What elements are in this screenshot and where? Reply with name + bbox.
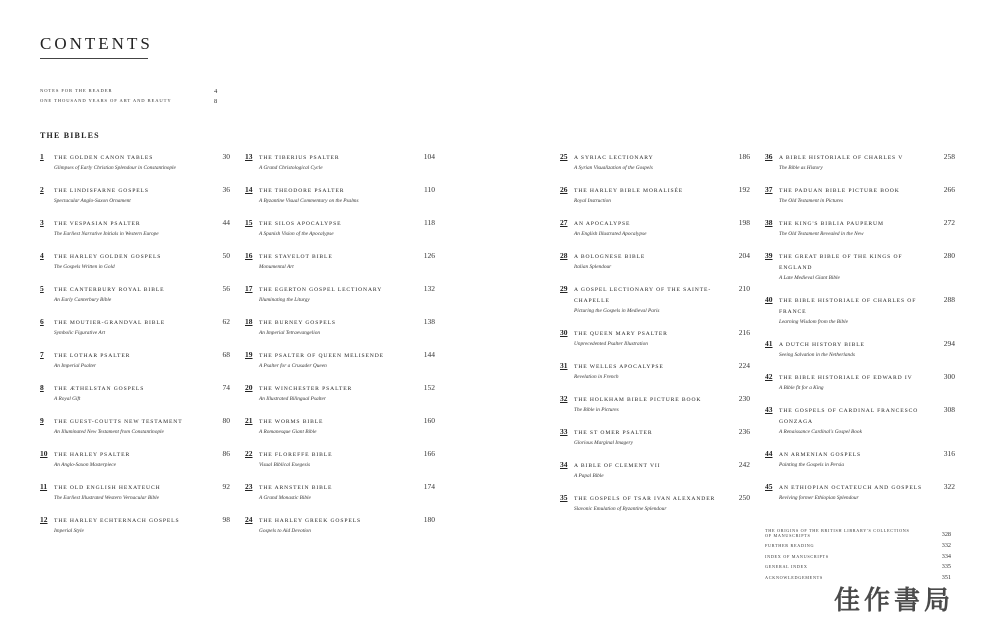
entry-page-number: 180: [423, 515, 435, 524]
toc-entry[interactable]: [560, 218, 750, 251]
toc-entry[interactable]: [560, 493, 750, 526]
entry-number: 33: [560, 427, 568, 436]
toc-entry[interactable]: [40, 251, 230, 284]
toc-entry[interactable]: [245, 350, 435, 383]
entry-subtitle: Illuminating the Liturgy: [259, 297, 310, 303]
toc-column-4: [765, 152, 955, 515]
entry-page-number: 294: [943, 339, 955, 348]
entry-title: A DUTCH HISTORY BIBLE: [779, 342, 865, 348]
entry-page-number: 224: [738, 361, 750, 370]
entry-title: THE TIBERIUS PSALTER: [259, 155, 340, 161]
entry-page-number: 280: [943, 251, 955, 260]
toc-entry[interactable]: [245, 317, 435, 350]
entry-number: 14: [245, 185, 253, 194]
toc-entry[interactable]: [245, 284, 435, 317]
back-matter-label: FURTHER READING: [765, 543, 815, 548]
back-matter-page: 332: [941, 542, 951, 549]
entry-title: THE FLOREFFE BIBLE: [259, 452, 333, 458]
entry-page-number: 174: [423, 482, 435, 491]
entry-number: 45: [765, 482, 773, 491]
entry-number: 7: [40, 350, 44, 359]
entry-title: THE PADUAN BIBLE PICTURE BOOK: [779, 188, 900, 194]
front-matter-page: 8: [214, 98, 218, 105]
entry-number: 38: [765, 218, 773, 227]
toc-entry[interactable]: [40, 416, 230, 449]
entry-number: 19: [245, 350, 253, 359]
entry-page-number: 80: [222, 416, 230, 425]
entry-title: THE SILOS APOCALYPSE: [259, 221, 342, 227]
entry-page-number: 272: [943, 218, 955, 227]
entry-subtitle: Italian Splendour: [574, 264, 612, 270]
toc-entry[interactable]: [560, 460, 750, 493]
entry-page-number: 198: [738, 218, 750, 227]
entry-title: THE MOUTIER-GRANDVAL BIBLE: [54, 320, 166, 326]
entry-title: AN ARMENIAN GOSPELS: [779, 452, 862, 458]
entry-subtitle: The Earliest Illustrated Western Vernacular Bible: [54, 495, 159, 501]
toc-entry[interactable]: [245, 515, 435, 548]
entry-page-number: 166: [423, 449, 435, 458]
entry-subtitle: An English Illustrated Apocalypse: [574, 231, 647, 237]
entry-subtitle: Royal Instruction: [574, 198, 611, 204]
entry-title: A SYRIAC LECTIONARY: [574, 155, 654, 161]
entry-subtitle: Imperial Style: [54, 528, 84, 534]
toc-entry[interactable]: [40, 284, 230, 317]
entry-subtitle: A Byzantine Visual Commentary on the Psalms: [259, 198, 359, 204]
toc-entry[interactable]: [765, 218, 955, 251]
toc-entry[interactable]: [560, 185, 750, 218]
entry-number: 34: [560, 460, 568, 469]
entry-number: 10: [40, 449, 48, 458]
entry-subtitle: A Grand Christological Cycle: [259, 165, 323, 171]
toc-entry[interactable]: [560, 361, 750, 394]
entry-title: THE OLD ENGLISH HEXATEUCH: [54, 485, 161, 491]
entry-subtitle: A Bible fit for a King: [779, 385, 824, 391]
entry-title: THE HARLEY BIBLE MORALISÉE: [574, 188, 684, 194]
back-matter-page: 335: [941, 563, 951, 570]
toc-entry[interactable]: [40, 482, 230, 515]
entry-title: THE PSALTER OF QUEEN MELISENDE: [259, 353, 384, 359]
entry-subtitle: The Bible as History: [779, 165, 823, 171]
toc-entry[interactable]: [560, 394, 750, 427]
entry-number: 25: [560, 152, 568, 161]
back-matter-item[interactable]: [765, 554, 951, 565]
entry-number: 12: [40, 515, 48, 524]
page-title: CONTENTS: [40, 34, 153, 53]
entry-page-number: 86: [222, 449, 230, 458]
entry-page-number: 92: [222, 482, 230, 491]
toc-entry[interactable]: [560, 284, 750, 328]
entry-subtitle: An Illuminated New Testament from Constantinople: [54, 429, 164, 435]
entry-number: 5: [40, 284, 44, 293]
entry-title: THE KING'S BIBLIA PAUPERUM: [779, 221, 884, 227]
back-matter-page: 328: [941, 531, 951, 538]
entry-number: 3: [40, 218, 44, 227]
entry-number: 18: [245, 317, 253, 326]
entry-subtitle: The Gospels Written in Gold: [54, 264, 115, 270]
entry-page-number: 288: [943, 295, 955, 304]
entry-subtitle: Visual Biblical Exegesis: [259, 462, 311, 468]
entry-title: THE GUEST-COUTTS NEW TESTAMENT: [54, 419, 183, 425]
entry-subtitle: Gospels to Aid Devotion: [259, 528, 311, 534]
entry-page-number: 98: [222, 515, 230, 524]
front-matter-page: 4: [214, 88, 218, 95]
entry-subtitle: Painting the Gospels in Persia: [779, 462, 845, 468]
entry-subtitle: A Renaissance Cardinal's Gospel Book: [779, 429, 862, 435]
entry-number: 11: [40, 482, 48, 491]
toc-entry[interactable]: [245, 383, 435, 416]
entry-page-number: 50: [222, 251, 230, 260]
toc-entry[interactable]: [560, 328, 750, 361]
entry-subtitle: Symbolic Figurative Art: [54, 330, 106, 336]
entry-number: 40: [765, 295, 773, 304]
entry-title: A GOSPEL LECTIONARY OF THE SAINTE-CHAPELLE: [574, 287, 712, 304]
entry-number: 17: [245, 284, 253, 293]
entry-page-number: 160: [423, 416, 435, 425]
toc-entry[interactable]: [765, 482, 955, 515]
entry-subtitle: Seeing Salvation in the Netherlands: [779, 352, 855, 358]
entry-page-number: 316: [943, 449, 955, 458]
entry-number: 31: [560, 361, 568, 370]
toc-entry[interactable]: [765, 251, 955, 295]
back-matter-label: THE ORIGINS OF THE BRITISH LIBRARY'S COLLECTIONS OF MANUSCRIPTS: [765, 528, 910, 538]
entry-subtitle: An Imperial Tetraevangelion: [259, 330, 321, 336]
entry-title: THE BIBLE HISTORIALE OF CHARLES OF FRANCE: [779, 298, 917, 315]
entry-title: THE HARLEY PSALTER: [54, 452, 131, 458]
entry-subtitle: The Earliest Narrative Initials in Western Europe: [54, 231, 159, 237]
entry-subtitle: A Romanesque Giant Bible: [259, 429, 317, 435]
entry-number: 36: [765, 152, 773, 161]
entry-page-number: 68: [222, 350, 230, 359]
back-matter-page: 334: [941, 552, 951, 560]
entry-title: A BIBLE HISTORIALE OF CHARLES V: [779, 155, 904, 161]
entry-number: 8: [40, 383, 44, 392]
entry-page-number: 118: [424, 218, 435, 227]
entry-subtitle: Reviving former Ethiopian Splendour: [779, 495, 859, 501]
toc-entry[interactable]: [40, 152, 230, 185]
toc-entry[interactable]: [245, 185, 435, 218]
entry-title: THE BIBLE HISTORIALE OF EDWARD IV: [779, 375, 913, 381]
entry-title: THE GOSPELS OF TSAR IVAN ALEXANDER: [574, 496, 716, 502]
toc-entry[interactable]: [765, 449, 955, 482]
entry-number: 32: [560, 394, 568, 403]
entry-title: A BIBLE OF CLEMENT VII: [574, 463, 661, 469]
entry-page-number: 250: [738, 493, 750, 502]
entry-title: THE HARLEY ECHTERNACH GOSPELS: [54, 518, 180, 524]
entry-page-number: 236: [738, 427, 750, 436]
entry-number: 35: [560, 493, 568, 502]
entry-subtitle: Slavonic Emulation of Byzantine Splendour: [574, 506, 667, 512]
toc-entry[interactable]: [765, 372, 955, 405]
toc-entry[interactable]: [40, 515, 230, 548]
back-matter-label: GENERAL INDEX: [765, 564, 808, 569]
entry-subtitle: A Royal Gift: [54, 396, 81, 402]
entry-page-number: 242: [738, 460, 750, 469]
toc-entry[interactable]: [40, 185, 230, 218]
toc-entry[interactable]: [245, 251, 435, 284]
entry-title: THE LINDISFARNE GOSPELS: [54, 188, 149, 194]
entry-number: 23: [245, 482, 253, 491]
entry-title: AN APOCALYPSE: [574, 221, 631, 227]
entry-page-number: 44: [222, 218, 230, 227]
entry-page-number: 144: [423, 350, 435, 359]
entry-page-number: 30: [222, 152, 230, 161]
entry-subtitle: A Late Medieval Giant Bible: [779, 275, 840, 281]
entry-title: THE HARLEY GREEK GOSPELS: [259, 518, 362, 524]
entry-number: 41: [765, 339, 773, 348]
entry-number: 9: [40, 416, 44, 425]
back-matter-label: ACKNOWLEDGEMENTS: [765, 574, 823, 580]
entry-number: 2: [40, 185, 44, 194]
entry-subtitle: A Papal Bible: [574, 473, 604, 479]
toc-entry[interactable]: [560, 251, 750, 284]
entry-subtitle: A Psalter for a Crusader Queen: [259, 363, 327, 369]
entry-number: 13: [245, 152, 253, 161]
entry-page-number: 186: [738, 152, 750, 161]
entry-page-number: 192: [738, 185, 750, 194]
entry-number: 28: [560, 251, 568, 260]
entry-page-number: 104: [423, 152, 435, 161]
toc-entry[interactable]: [245, 482, 435, 515]
entry-title: A BOLOGNESE BIBLE: [574, 254, 646, 260]
entry-subtitle: An Anglo-Saxon Masterpiece: [54, 462, 116, 468]
entry-title: THE CANTERBURY ROYAL BIBLE: [54, 287, 165, 293]
back-matter-label: INDEX OF MANUSCRIPTS: [765, 553, 829, 559]
entry-title: THE STAVELOT BIBLE: [259, 254, 333, 260]
toc-entry[interactable]: [560, 152, 750, 185]
front-matter-label: NOTES FOR THE READER: [40, 88, 113, 93]
entry-page-number: 152: [423, 383, 435, 392]
entry-subtitle: Picturing the Gospels in Medieval Paris: [574, 308, 660, 314]
entry-page-number: 230: [738, 394, 750, 403]
toc-entry[interactable]: [765, 295, 955, 339]
entry-title: THE QUEEN MARY PSALTER: [574, 331, 668, 337]
entry-number: 43: [765, 405, 773, 414]
entry-page-number: 204: [738, 251, 750, 260]
front-matter-item[interactable]: [40, 98, 220, 108]
toc-entry[interactable]: [40, 449, 230, 482]
entry-subtitle: A Spanish Vision of the Apocalypse: [259, 231, 334, 237]
entry-subtitle: The Old Testament Revealed in the New: [779, 231, 864, 237]
entry-subtitle: Revelation in French: [574, 374, 619, 380]
toc-entry[interactable]: [40, 218, 230, 251]
back-matter-item[interactable]: [765, 564, 951, 575]
entry-title: THE HARLEY GOLDEN GOSPELS: [54, 254, 162, 260]
toc-column-2: [245, 152, 435, 548]
entry-number: 26: [560, 185, 568, 194]
entry-title: THE GOLDEN CANON TABLES: [54, 155, 154, 161]
entry-title: THE WORMS BIBLE: [259, 419, 324, 425]
entry-title: THE ÆTHELSTAN GOSPELS: [54, 386, 145, 392]
entry-number: 21: [245, 416, 253, 425]
entry-number: 39: [765, 251, 773, 260]
entry-number: 20: [245, 383, 253, 392]
entry-subtitle: Monumental Art: [259, 264, 294, 270]
entry-title: THE EGERTON GOSPEL LECTIONARY: [259, 287, 383, 293]
toc-column-1: [40, 152, 230, 548]
back-matter-item[interactable]: [765, 528, 951, 543]
entry-page-number: 132: [423, 284, 435, 293]
entry-page-number: 322: [943, 482, 955, 491]
entry-title: THE WINCHESTER PSALTER: [259, 386, 353, 392]
toc-entry[interactable]: [765, 405, 955, 449]
back-matter-list: [765, 528, 951, 585]
entry-subtitle: An Illustrated Bilingual Psalter: [259, 396, 326, 402]
entry-subtitle: A Grand Monastic Bible: [259, 495, 311, 501]
entry-page-number: 138: [423, 317, 435, 326]
entry-subtitle: Unprecedented Psalter Illustration: [574, 341, 648, 347]
entry-number: 42: [765, 372, 773, 381]
entry-number: 22: [245, 449, 253, 458]
title-underline: [40, 58, 148, 59]
publisher-watermark: 佳作書局: [834, 586, 955, 616]
entry-page-number: 308: [943, 405, 955, 414]
entry-title: THE GOSPELS OF CARDINAL FRANCESCO GONZAGA: [779, 408, 919, 425]
front-matter-label: ONE THOUSAND YEARS OF ART AND BEAUTY: [40, 98, 172, 103]
entry-subtitle: The Old Testament in Pictures: [779, 198, 844, 204]
entry-title: THE HOLKHAM BIBLE PICTURE BOOK: [574, 397, 702, 403]
toc-entry[interactable]: [560, 427, 750, 460]
entry-page-number: 216: [738, 328, 750, 337]
entry-title: THE LOTHAR PSALTER: [54, 353, 131, 359]
entry-title: THE GREAT BIBLE OF THE KINGS OF ENGLAND: [779, 254, 903, 271]
entry-subtitle: The Bible in Pictures: [574, 407, 619, 413]
entry-page-number: 258: [943, 152, 955, 161]
entry-subtitle: A Syrian Visualization of the Gospels: [574, 165, 653, 171]
toc-entry[interactable]: [245, 416, 435, 449]
entry-page-number: 110: [424, 185, 435, 194]
front-matter-list: [40, 88, 220, 108]
toc-entry[interactable]: [40, 383, 230, 416]
toc-entry[interactable]: [245, 449, 435, 482]
entry-number: 44: [765, 449, 773, 458]
entry-number: 1: [40, 152, 44, 161]
entry-title: THE ST OMER PSALTER: [574, 430, 653, 436]
entry-number: 4: [40, 251, 44, 260]
section-heading: THE BIBLES: [40, 131, 100, 140]
entry-page-number: 266: [943, 185, 955, 194]
toc-column-3: [560, 152, 750, 526]
entry-page-number: 126: [423, 251, 435, 260]
entry-number: 15: [245, 218, 253, 227]
entry-page-number: 56: [222, 284, 230, 293]
toc-entry[interactable]: [765, 185, 955, 218]
toc-entry[interactable]: [40, 317, 230, 350]
entry-subtitle: Learning Wisdom from the Bible: [779, 319, 848, 325]
entry-page-number: 62: [222, 317, 230, 326]
entry-page-number: 36: [222, 185, 230, 194]
entry-number: 29: [560, 284, 568, 293]
entry-title: THE THEODORE PSALTER: [259, 188, 345, 194]
entry-title: THE BURNEY GOSPELS: [259, 320, 336, 326]
back-matter-item[interactable]: [765, 543, 951, 554]
entry-title: AN ETHIOPIAN OCTATEUCH AND GOSPELS: [779, 485, 922, 491]
toc-entry[interactable]: [245, 152, 435, 185]
toc-entry[interactable]: [765, 152, 955, 185]
entry-title: THE VESPASIAN PSALTER: [54, 221, 141, 227]
entry-page-number: 210: [738, 284, 750, 293]
entry-page-number: 300: [943, 372, 955, 381]
entry-number: 27: [560, 218, 568, 227]
back-matter-page: 351: [941, 573, 951, 581]
entry-subtitle: Glorious Marginal Imagery: [574, 440, 633, 446]
entry-number: 24: [245, 515, 253, 524]
entry-page-number: 74: [222, 383, 230, 392]
entry-number: 6: [40, 317, 44, 326]
entry-number: 16: [245, 251, 253, 260]
entry-subtitle: Glimpses of Early Christian Splendour in Constantinople: [54, 165, 176, 171]
entry-number: 30: [560, 328, 568, 337]
toc-entry[interactable]: [765, 339, 955, 372]
entry-subtitle: An Early Canterbury Bible: [54, 297, 112, 303]
entry-number: 37: [765, 185, 773, 194]
toc-entry[interactable]: [245, 218, 435, 251]
entry-title: THE WELLES APOCALYPSE: [574, 364, 664, 370]
entry-subtitle: An Imperial Psalter: [54, 363, 97, 369]
entry-subtitle: Spectacular Anglo-Saxon Ornament: [54, 198, 131, 204]
toc-entry[interactable]: [40, 350, 230, 383]
front-matter-item[interactable]: [40, 88, 220, 98]
entry-title: THE ARNSTEIN BIBLE: [259, 485, 333, 491]
